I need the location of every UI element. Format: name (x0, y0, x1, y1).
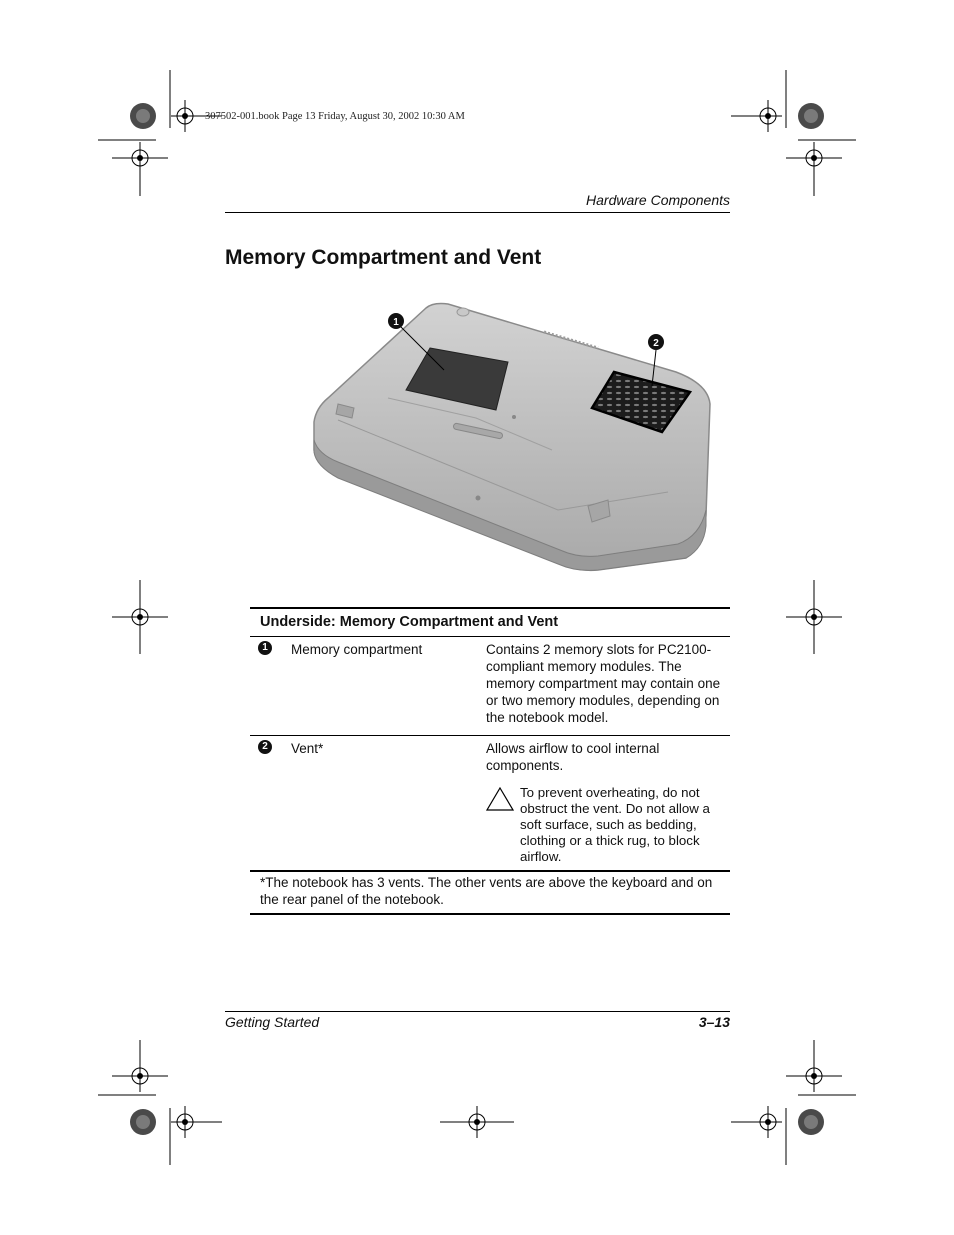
component-description-block (486, 740, 726, 865)
footer-book-title: Getting Started (225, 1014, 320, 1030)
table-header-rule (250, 636, 730, 637)
notebook-underside-illustration (308, 300, 718, 575)
table-row (250, 641, 730, 735)
callout-2-label: 2 (653, 338, 659, 349)
component-name: Memory compartment (291, 642, 423, 657)
caution-text: To prevent overheating, do not obstruct the vent. Do not allow a soft surface, such as bedding, clothing or a thick rug, to block airflow. (520, 785, 710, 864)
component-name: Vent* (291, 741, 324, 756)
table-bottom-rule (250, 913, 730, 915)
row-divider (250, 735, 730, 736)
caution-note (486, 785, 726, 865)
footer-rule (225, 1011, 730, 1012)
row-number-badge: 2 (258, 740, 272, 754)
book-info-slug: 307502-001.book Page 13 Friday, August 30, 2002 10:30 AM (205, 111, 465, 122)
table-row (250, 740, 730, 870)
component-description: Contains 2 memory slots for PC2100-compliant memory modules. The memory compartment may contain one or two memory modules, depending on the notebook model. (486, 642, 721, 725)
footer-page-number: 3–13 (698, 1014, 730, 1030)
table-title: Underside: Memory Compartment and Vent (260, 614, 559, 630)
caution-triangle-icon (486, 787, 514, 811)
component-description: Allows airflow to cool internal components. (486, 741, 660, 773)
running-head: Hardware Components (586, 192, 730, 208)
header-rule (225, 212, 730, 213)
table-footnote: *The notebook has 3 vents. The other vents are above the keyboard and on the rear panel of the notebook. (260, 875, 713, 907)
components-table (250, 607, 730, 915)
page-title: Memory Compartment and Vent (225, 246, 542, 269)
row-number-badge: 1 (258, 641, 272, 655)
callout-1-label: 1 (393, 317, 399, 328)
